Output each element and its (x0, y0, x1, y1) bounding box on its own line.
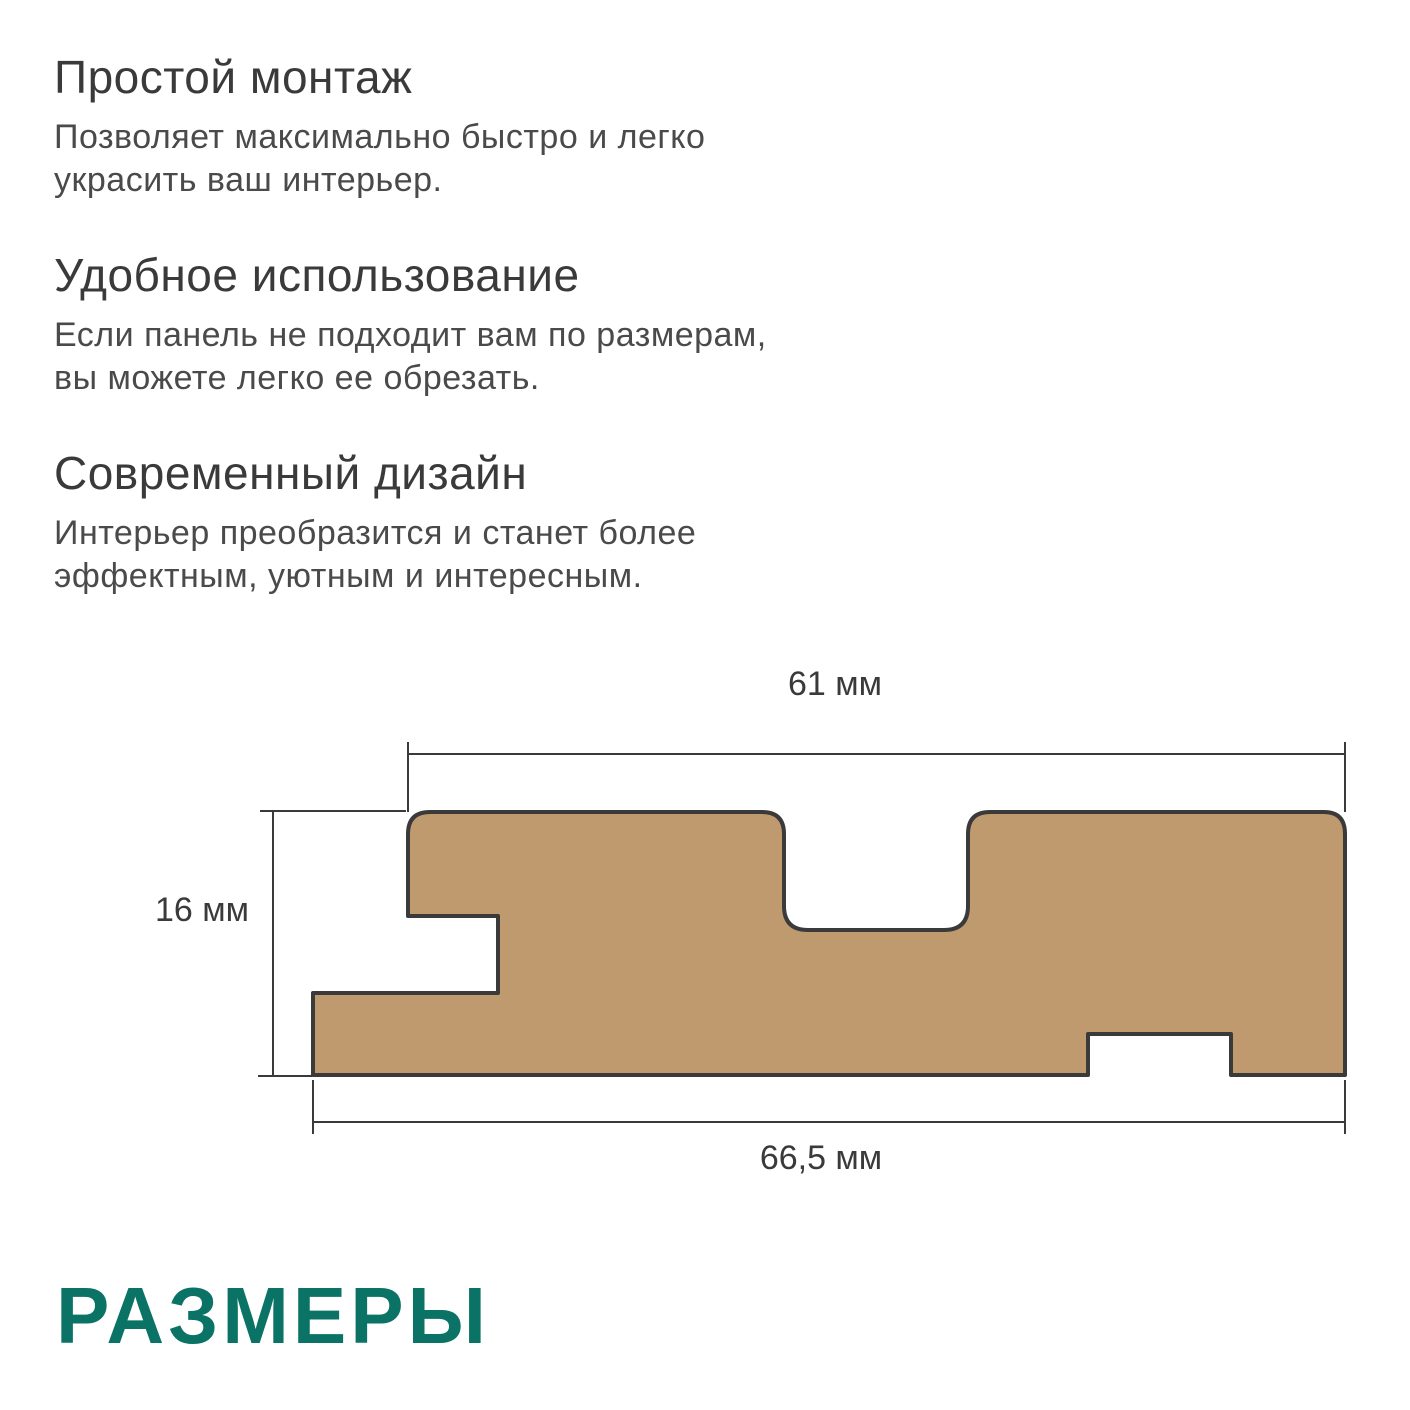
feature-description-line: Если панель не подходит вам по размерам, (54, 316, 767, 354)
bottom-width-label: 66,5 мм (759, 1139, 883, 1177)
feature-description-line: вы можете легко ее обрезать. (54, 359, 540, 397)
feature-description-line: украсить ваш интерьер. (54, 161, 443, 199)
feature-description-line: Позволяет максимально быстро и легко (54, 118, 706, 156)
panel-cross-section (313, 812, 1345, 1075)
feature-title: Современный дизайн (54, 447, 528, 499)
feature-description-line: эффектным, уютным и интересным. (54, 557, 643, 595)
feature-title: Удобное использование (54, 249, 580, 301)
section-title: РАЗМЕРЫ (56, 1271, 490, 1360)
feature-title: Простой монтаж (54, 51, 413, 103)
top-dimension-line (408, 742, 1345, 812)
top-width-label: 61 мм (787, 665, 882, 703)
bottom-dimension-line (313, 1080, 1345, 1134)
height-label: 16 мм (155, 891, 250, 929)
feature-description-line: Интерьер преобразится и станет более (54, 514, 697, 552)
